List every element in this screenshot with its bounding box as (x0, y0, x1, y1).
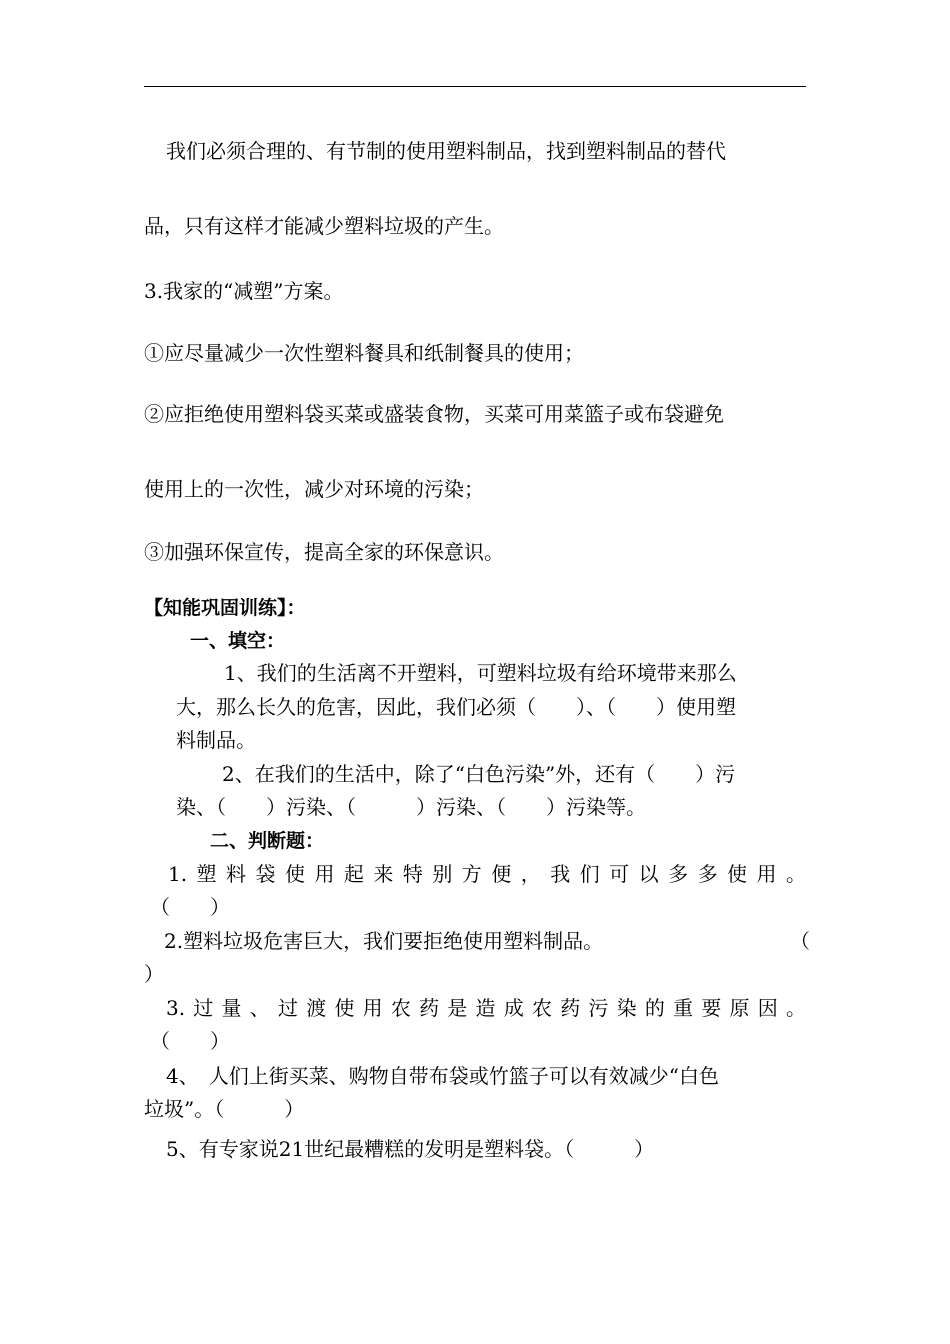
plan-item-1: ①应尽量减少一次性塑料餐具和纸制餐具的使用； (144, 341, 584, 365)
training-heading: 【知能巩固训练】： (144, 597, 306, 619)
judge-q5: 5、有专家说21世纪最糟糕的发明是塑料袋。（ ） (166, 1137, 655, 1161)
fill-q1-line-2: 大，那么长久的危害，因此，我们必须（ ）、（ ）使用塑 (176, 695, 736, 719)
plan-item-3: ③加强环保宣传，提高全家的环保意识。 (144, 540, 504, 564)
fill-q2-line-2: 染、（ ）污染、（ ）污染、（ ）污染等。 (176, 795, 646, 819)
plan-item-2-line-2: 使用上的一次性，减少对环境的污染； (144, 477, 484, 501)
judge-q2-close-paren: ） (144, 962, 164, 986)
judge-q2-text: 2.塑料垃圾危害巨大，我们要拒绝使用塑料制品。 (164, 929, 604, 953)
intro-line-1: 我们必须合理的、有节制的使用塑料制品，找到塑料制品的替代 (166, 139, 726, 163)
plan-title: 3.我家的“减塑”方案。 (144, 279, 344, 303)
judge-heading: 二、判断题： (210, 830, 325, 852)
judge-q1-line-1: 1.塑料袋使用起来特别方便，我们可以多多使用。 (168, 862, 806, 886)
judge-q3-line-1: 3.过量、过渡使用农药是造成农药污染的重要原因。 (166, 996, 806, 1020)
judge-q3-line-2: （ ） (150, 1029, 230, 1053)
judge-q4-line-1: 4、 人们上街买菜、购物自带布袋或竹篮子可以有效减少“白色 (166, 1064, 719, 1088)
plan-item-2-line-1: ②应拒绝使用塑料袋买菜或盛装食物，买菜可用菜篮子或布袋避免 (144, 402, 724, 426)
fill-heading: 一、填空： (190, 630, 286, 652)
fill-q2-line-1: 2、在我们的生活中，除了“白色污染”外，还有（ ）污 (222, 762, 736, 786)
judge-q1-line-2: （ ） (150, 895, 230, 919)
intro-line-2: 品，只有这样才能减少塑料垃圾的产生。 (144, 214, 504, 238)
judge-q4-line-2: 垃圾”。（ ） (144, 1097, 305, 1121)
header-rule (144, 86, 806, 87)
fill-q1-line-1: 1、我们的生活离不开塑料，可塑料垃圾有给环境带来那么 (224, 661, 737, 685)
judge-q2-open-paren: （ (790, 929, 810, 953)
fill-q1-line-3: 料制品。 (176, 728, 256, 752)
